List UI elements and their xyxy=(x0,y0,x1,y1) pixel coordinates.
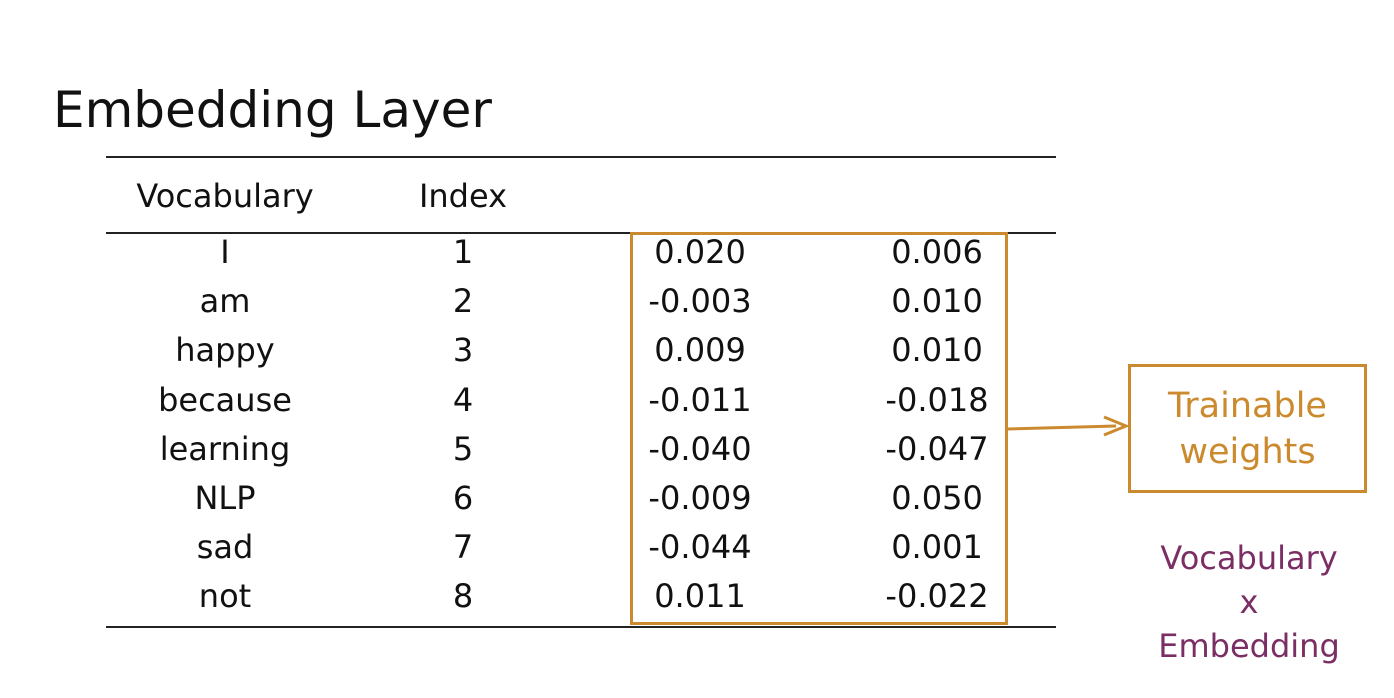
weight-cell-col-2: 0.010 xyxy=(891,331,983,370)
index-cell: 6 xyxy=(452,479,474,517)
weight-cell-col-1: -0.040 xyxy=(648,429,752,468)
index-cell: 4 xyxy=(452,380,474,419)
index-header: Index xyxy=(418,177,508,215)
weight-cell-col-1: 0.020 xyxy=(654,233,746,271)
index-cell: 3 xyxy=(452,331,474,370)
weight-cell-col-1: 0.011 xyxy=(654,577,746,616)
vocabulary-cell: am xyxy=(199,282,251,321)
vocabulary-cell: not xyxy=(198,577,252,616)
note-line-1: Vocabulary xyxy=(1160,539,1338,577)
weight-cell-col-1: -0.003 xyxy=(648,282,752,321)
callout-line-1: Trainable xyxy=(1168,385,1327,426)
trainable-weights-highlight xyxy=(630,232,1008,625)
table-top-rule xyxy=(106,156,1056,158)
weight-cell-col-1: 0.009 xyxy=(654,331,746,370)
weight-cell-col-2: 0.050 xyxy=(891,479,983,517)
vocabulary-cell: I xyxy=(220,233,230,271)
index-cell: 2 xyxy=(452,282,474,321)
weight-cell-col-1: -0.009 xyxy=(648,479,752,517)
note-line-3: Embedding xyxy=(1158,627,1340,665)
vocabulary-cell: NLP xyxy=(194,479,256,517)
arrow-icon xyxy=(1008,412,1130,444)
weight-cell-col-2: -0.047 xyxy=(885,429,989,468)
vocabulary-cell: because xyxy=(158,380,292,419)
table-bottom-rule xyxy=(106,626,1056,628)
vocabulary-cell: happy xyxy=(175,331,275,370)
weight-cell-col-2: 0.010 xyxy=(891,282,983,321)
index-cell: 8 xyxy=(452,577,474,616)
vocabulary-header: Vocabulary xyxy=(136,177,314,215)
vocabulary-x-embedding-note xyxy=(1126,536,1372,668)
weight-cell-col-2: 0.006 xyxy=(891,233,983,271)
note-line-2: x xyxy=(1239,583,1259,621)
weight-cell-col-1: -0.011 xyxy=(648,380,752,419)
weight-cell-col-2: -0.022 xyxy=(885,577,989,616)
weight-cell-col-2: 0.001 xyxy=(891,528,983,567)
callout-line-2: weights xyxy=(1179,431,1316,472)
index-cell: 1 xyxy=(452,233,474,271)
vocabulary-cell: learning xyxy=(159,429,291,468)
weight-cell-col-1: -0.044 xyxy=(648,528,752,567)
vocabulary-cell: sad xyxy=(196,528,254,567)
index-cell: 7 xyxy=(452,528,474,567)
weight-cell-col-2: -0.018 xyxy=(885,380,989,419)
index-cell: 5 xyxy=(452,429,474,468)
slide-title: Embedding Layer xyxy=(53,81,492,139)
trainable-weights-callout xyxy=(1128,364,1367,493)
